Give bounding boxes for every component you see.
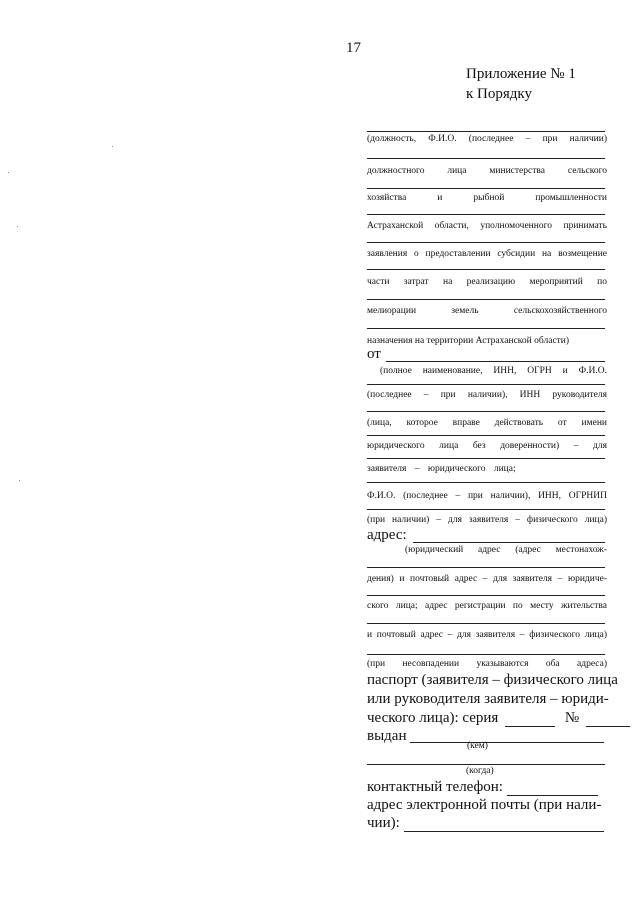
addressee-line: должностного лица министерства сельского xyxy=(367,166,607,176)
passport-series-row xyxy=(367,710,630,727)
blank-line xyxy=(367,509,605,510)
addressee-line: назначения на территории Астраханской области) xyxy=(367,336,570,346)
address-label: адрес: xyxy=(367,527,407,543)
passport-series-field[interactable] xyxy=(505,712,555,727)
passport-number-field[interactable] xyxy=(586,712,630,727)
scan-speck xyxy=(17,226,18,227)
scan-speck xyxy=(19,480,20,481)
appendix-subtitle: к Порядку xyxy=(466,86,532,102)
address-caption: (юридический адрес (адрес местонахож- xyxy=(405,545,607,555)
blank-line xyxy=(367,435,605,436)
address-caption: ского лица; адрес регистрации по месту жительства xyxy=(367,601,607,611)
addressee-line: заявления о предоставлении субсидии на возмещение xyxy=(367,249,607,259)
issued-when-caption: (когда) xyxy=(466,766,494,776)
blank-line xyxy=(367,654,605,655)
from-field[interactable] xyxy=(386,361,605,362)
blank-line xyxy=(367,242,605,243)
page-number: 17 xyxy=(346,40,361,56)
passport-number-label: № xyxy=(564,710,580,726)
blank-line xyxy=(367,158,605,159)
issued-by-field[interactable] xyxy=(410,742,604,743)
phone-label: контактный телефон: xyxy=(367,779,503,795)
passport-line: или руководителя заявителя – юриди- xyxy=(367,691,609,707)
email-label-cont: чии): xyxy=(367,815,400,831)
addressee-line: хозяйства и рыбной промышленности xyxy=(367,193,607,203)
from-label: от xyxy=(367,346,381,362)
blank-line xyxy=(367,623,605,624)
address-caption: дения) и почтовый адрес – для заявителя – юридиче- xyxy=(367,574,607,584)
email-row xyxy=(367,815,604,832)
from-caption: (полное наименование, ИНН, ОГРН и Ф.И.О. xyxy=(380,366,607,376)
phone-field[interactable] xyxy=(507,781,598,796)
addressee-line: мелиорации земель сельскохозяйственного xyxy=(367,306,607,316)
blank-line xyxy=(367,328,605,329)
blank-line xyxy=(367,411,605,412)
blank-line xyxy=(367,131,605,132)
from-caption: (лица, которое вправе действовать от имени xyxy=(367,418,607,428)
from-caption: (последнее – при наличии), ИНН руководителя xyxy=(367,390,607,400)
issued-when-field[interactable] xyxy=(367,764,605,765)
blank-line xyxy=(367,269,605,270)
blank-line xyxy=(367,299,605,300)
scan-speck xyxy=(112,146,113,147)
issued-label: выдан xyxy=(367,728,407,744)
blank-line xyxy=(367,214,605,215)
addressee-line: (должность, Ф.И.О. (последнее – при наличии) xyxy=(367,134,607,144)
phone-row xyxy=(367,779,598,796)
blank-line xyxy=(367,595,605,596)
blank-line xyxy=(367,384,605,385)
from-caption: юридического лица без доверенности) – для xyxy=(367,441,607,451)
issued-by-caption: (кем) xyxy=(467,741,488,751)
blank-line xyxy=(367,482,605,483)
from-caption: Ф.И.О. (последнее – при наличии), ИНН, ОГРНИП xyxy=(367,491,607,501)
passport-line: паспорт (заявителя – физического лица xyxy=(367,672,618,688)
email-field[interactable] xyxy=(404,817,604,832)
address-caption: (при несовпадении указываются оба адреса) xyxy=(367,659,607,669)
from-caption: (при наличии) – для заявителя – физического лица) xyxy=(367,515,607,525)
address-caption: и почтовый адрес – для заявителя – физического лица) xyxy=(367,630,607,640)
address-field[interactable] xyxy=(413,542,605,543)
passport-series-label: ческого лица): серия xyxy=(367,710,499,726)
from-caption: заявителя – юридического лица; xyxy=(367,464,516,474)
blank-line xyxy=(367,458,605,459)
addressee-line: части затрат на реализацию мероприятий по xyxy=(367,277,607,287)
email-label: адрес электронной почты (при нали- xyxy=(367,797,602,813)
scan-speck xyxy=(8,172,9,173)
appendix-title: Приложение № 1 xyxy=(466,66,576,82)
addressee-line: Астраханской области, уполномоченного принимать xyxy=(367,221,607,231)
blank-line xyxy=(367,188,605,189)
blank-line xyxy=(367,567,605,568)
